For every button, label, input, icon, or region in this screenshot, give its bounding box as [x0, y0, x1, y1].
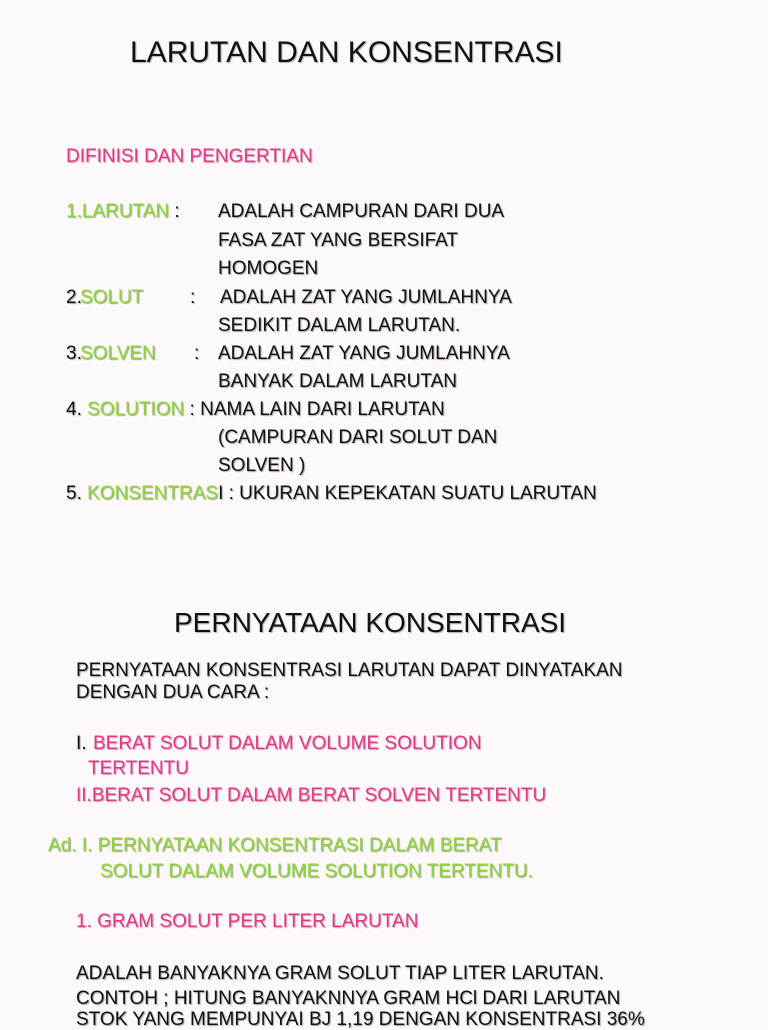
- section-title: PERNYATAAN KONSENTRASI: [174, 607, 567, 638]
- ad-heading-line: Ad. I. PERNYATAAN KONSENTRASI DALAM BERAT: [48, 835, 502, 856]
- definition-desc-line: ADALAH CAMPURAN DARI DUA: [218, 201, 505, 222]
- definition-solution: [66, 400, 445, 420]
- ad-heading-line: SOLUT DALAM VOLUME SOLUTION TERTENTU.: [100, 861, 533, 882]
- way-line: BERAT SOLUT DALAM VOLUME SOLUTION: [93, 733, 482, 754]
- definition-desc-line: (CAMPURAN DARI SOLUT DAN: [218, 427, 498, 448]
- definition-desc-line: HOMOGEN: [218, 258, 319, 279]
- section-heading: DIFINISI DAN PENGERTIAN: [66, 146, 313, 167]
- definition-separator: : NAMA LAIN DARI LARUTAN: [184, 399, 445, 420]
- definition-separator: :: [190, 287, 196, 308]
- definition-term: SOLUTION: [81, 399, 185, 420]
- sub-heading: 1. GRAM SOLUT PER LITER LARUTAN: [76, 911, 419, 932]
- intro-line: DENGAN DUA CARA :: [76, 682, 270, 703]
- definition-larutan: [66, 202, 180, 222]
- way-line: TERTENTU: [88, 758, 189, 779]
- definition-number: 1.: [66, 201, 82, 222]
- definition-number: 2.: [66, 287, 82, 308]
- definition-term: SOLVEN: [80, 343, 156, 364]
- body-line: ADALAH BANYAKNYA GRAM SOLUT TIAP LITER LARUTAN.: [76, 963, 604, 984]
- definition-desc-line: SEDIKIT DALAM LARUTAN.: [218, 315, 461, 336]
- way-number: I.: [76, 733, 87, 754]
- page-title: LARUTAN DAN KONSENTRASI: [130, 36, 563, 69]
- definition-desc-line: BANYAK DALAM LARUTAN: [218, 371, 457, 392]
- definition-term: SOLUT: [80, 287, 144, 308]
- definition-term: KONSENTRAS: [81, 483, 219, 504]
- way-line: II.BERAT SOLUT DALAM BERAT SOLVEN TERTENTU: [76, 785, 547, 806]
- definition-number: 3.: [66, 343, 82, 364]
- intro-line: PERNYATAAN KONSENTRASI LARUTAN DAPAT DINYATAKAN: [76, 660, 623, 681]
- definition-number: 5.: [66, 483, 82, 504]
- definition-desc-line: ADALAH ZAT YANG JUMLAHNYA: [218, 343, 510, 364]
- body-line: STOK YANG MEMPUNYAI BJ 1,19 DENGAN KONSENTRASI 36%: [76, 1009, 645, 1030]
- definition-term: LARUTAN: [81, 201, 170, 222]
- definition-separator: :: [169, 201, 180, 222]
- definition-separator: I : UKURAN KEPEKATAN SUATU LARUTAN: [218, 483, 597, 504]
- definition-desc-line: FASA ZAT YANG BERSIFAT: [218, 230, 459, 251]
- body-line: CONTOH ; HITUNG BANYAKNNYA GRAM HCl DARI LARUTAN: [76, 988, 621, 1009]
- definition-number: 4.: [66, 399, 82, 420]
- definition-desc-line: SOLVEN ): [218, 455, 306, 476]
- definition-separator: :: [194, 343, 200, 364]
- definition-konsentrasi: [66, 484, 597, 504]
- definition-desc-line: ADALAH ZAT YANG JUMLAHNYA: [220, 287, 512, 308]
